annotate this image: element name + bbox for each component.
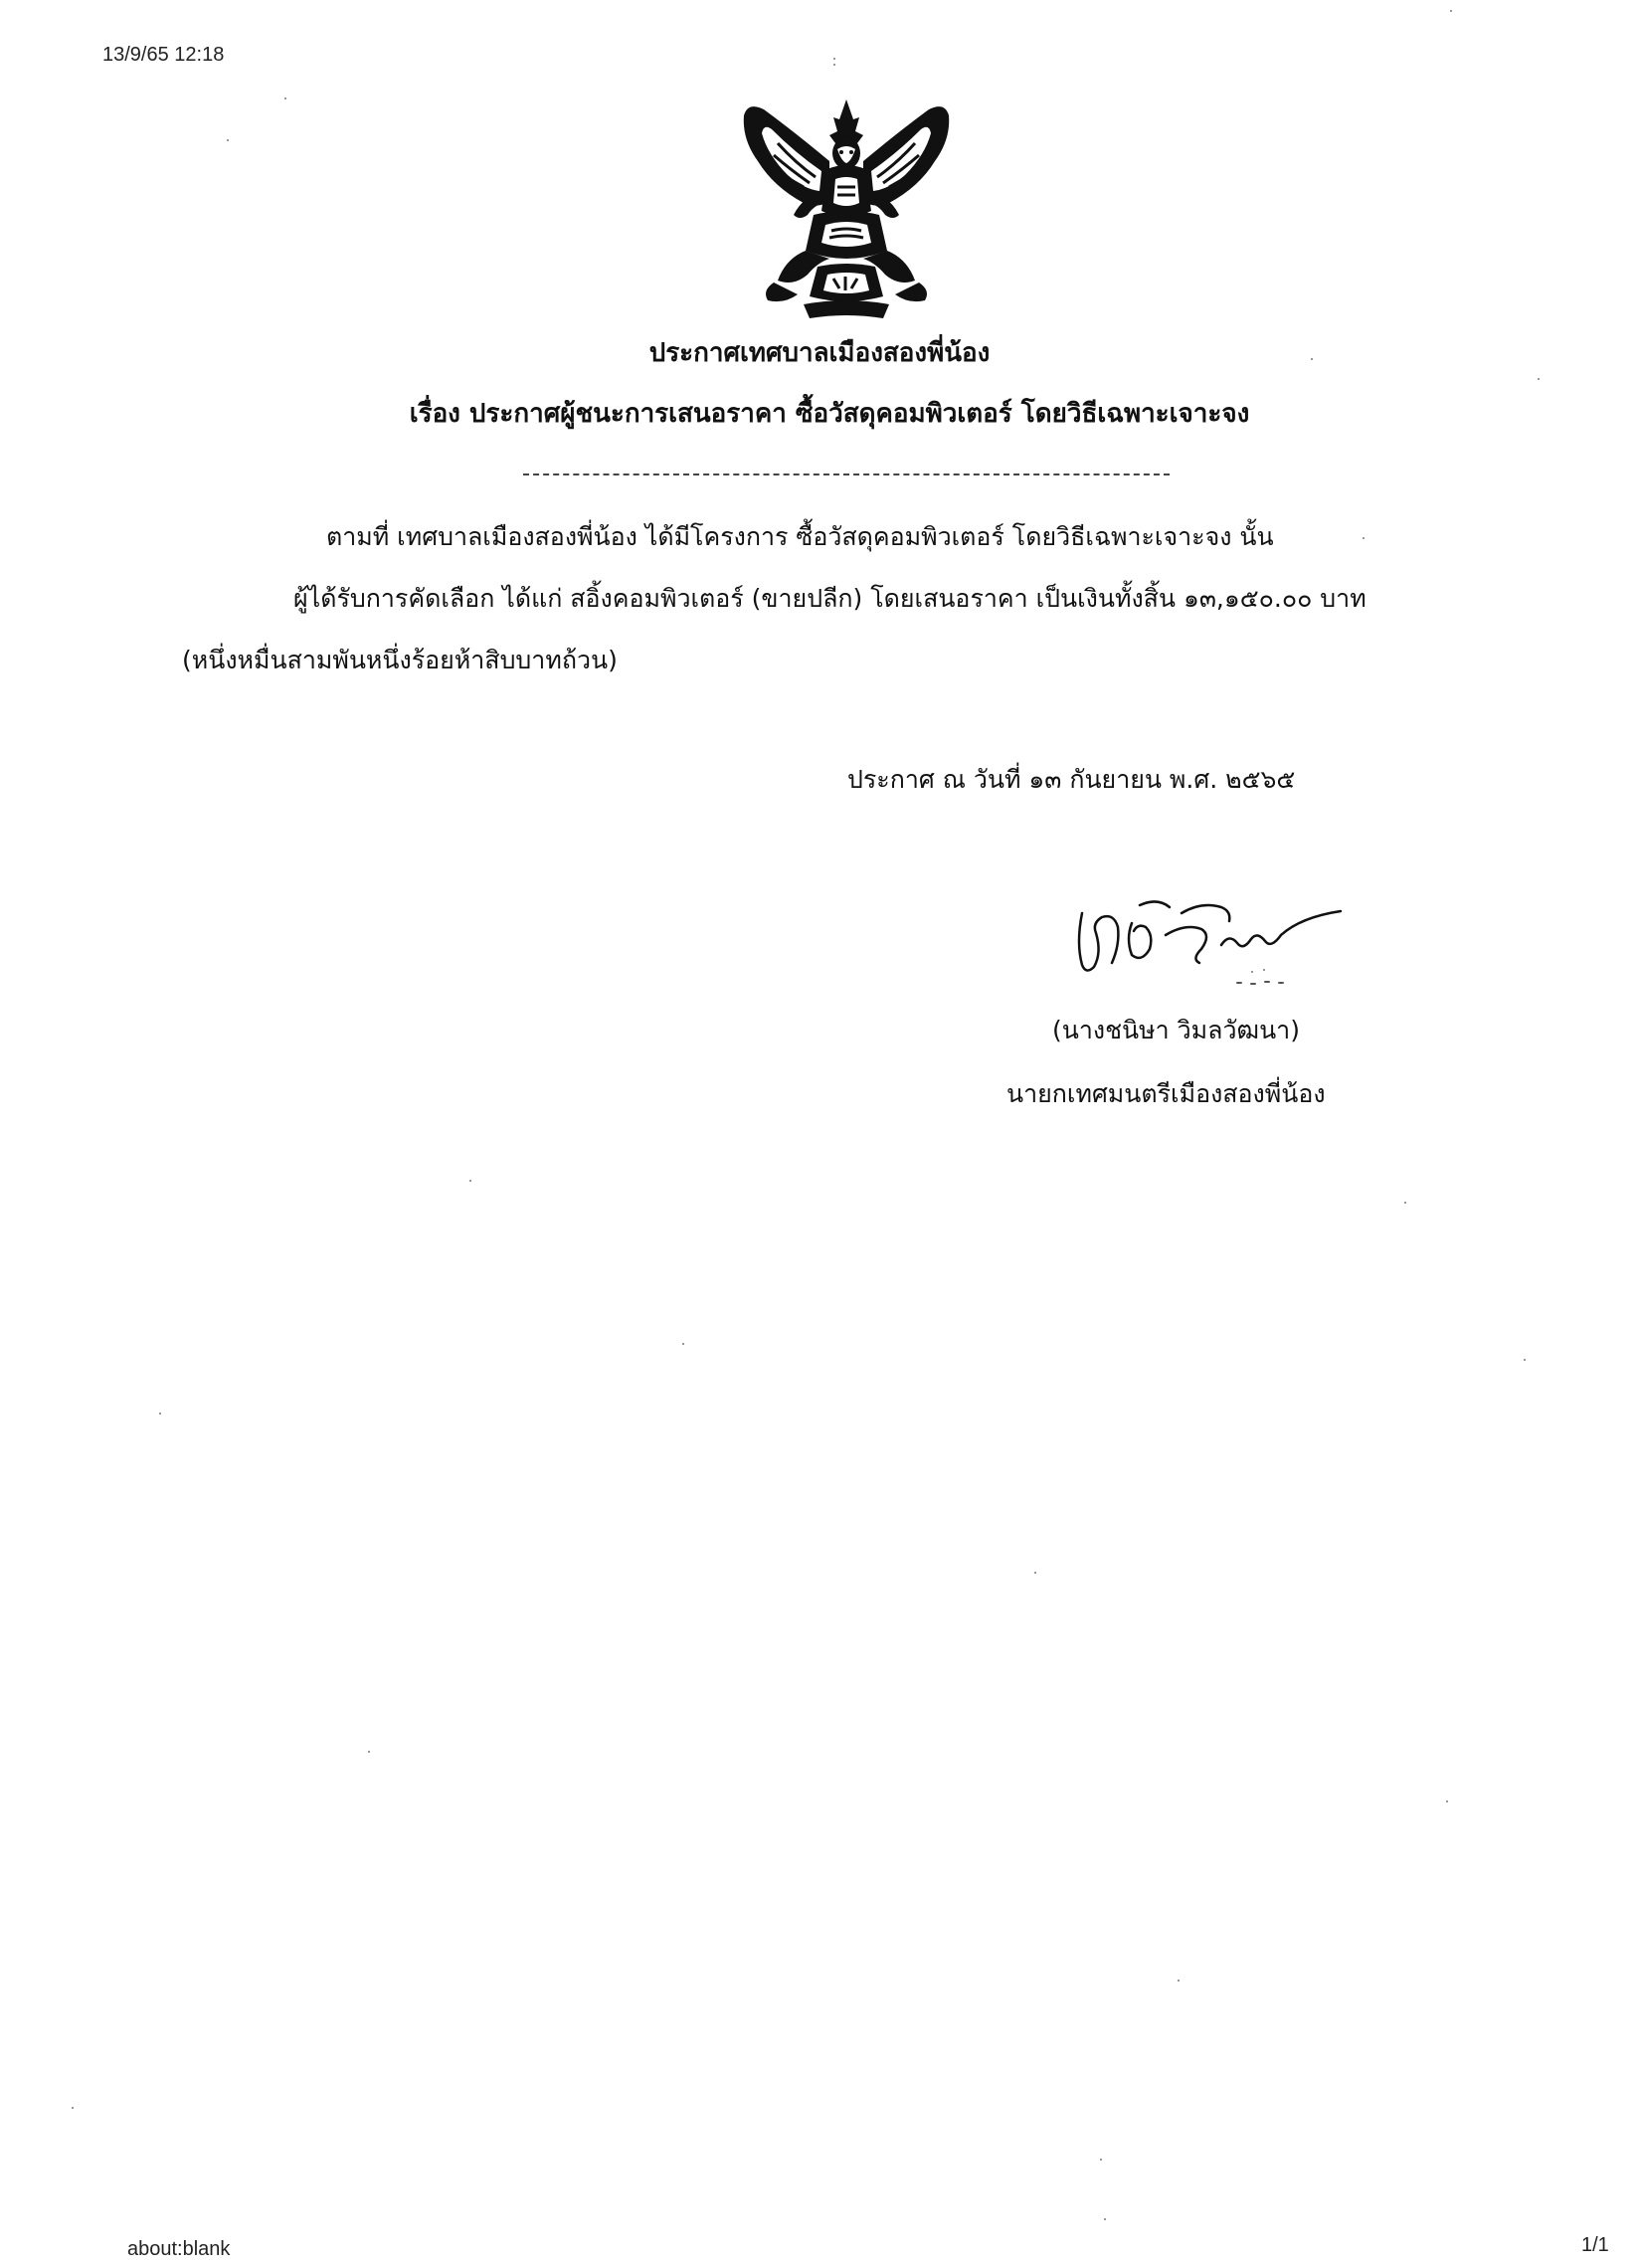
print-url: about:blank: [127, 2238, 231, 2260]
scan-speck: [1404, 1202, 1406, 1204]
title-divider: [523, 473, 1170, 475]
scan-speck: [1104, 2218, 1106, 2220]
scan-speck: [1524, 1359, 1526, 1361]
handwritten-signature-icon: [1062, 883, 1351, 993]
print-datetime: 13/9/65 12:18: [102, 44, 225, 66]
scan-speck: [1363, 537, 1365, 539]
scan-speck: [469, 1180, 471, 1182]
body-paragraph-line-3: (หนึ่งหมื่นสามพันหนึ่งร้อยห้าสิบบาทถ้วน): [182, 646, 618, 674]
signer-position: นายกเทศมนตรีเมืองสองพี่น้อง: [1006, 1079, 1326, 1108]
scan-speck: [833, 64, 835, 66]
scan-speck: [368, 1751, 370, 1753]
print-page-number: 1/1: [1581, 2234, 1609, 2256]
body-paragraph-line-1: ตามที่ เทศบาลเมืองสองพี่น้อง ได้มีโครงการ ซื้อวัสดุคอมพิวเตอร์ โดยวิธีเฉพาะเจาะจง นั้น: [326, 522, 1274, 551]
announcement-title: ประกาศเทศบาลเมืองสองพี่น้อง: [648, 338, 991, 368]
scan-speck: [1251, 971, 1253, 973]
scan-speck: [1311, 358, 1313, 360]
signer-name: (นางชนิษา วิมลวัฒนา): [1052, 1016, 1300, 1044]
scan-speck: [284, 97, 286, 99]
scan-speck: [1450, 10, 1452, 12]
scan-speck: [1100, 2159, 1102, 2161]
scan-speck: [1538, 378, 1540, 380]
scan-speck: [1446, 1800, 1448, 1802]
announcement-subject: เรื่อง ประกาศผู้ชนะการเสนอราคา ซื้อวัสดุคอมพิวเตอร์ โดยวิธีเฉพาะเจาะจง: [409, 399, 1250, 429]
announcement-date: ประกาศ ณ วันที่ ๑๓ กันยายน พ.ศ. ๒๕๖๕: [847, 765, 1296, 794]
scan-speck: [1034, 1572, 1036, 1574]
body-paragraph-line-2: ผู้ได้รับการคัดเลือก ได้แก่ สอิ้งคอมพิวเตอร์ (ขายปลีก) โดยเสนอราคา เป็นเงินทั้งสิ้น ๑๓,๑๕๐.๐๐ บาท: [293, 584, 1366, 613]
garuda-emblem-icon: [734, 92, 959, 322]
scan-speck: [682, 1343, 684, 1345]
scan-speck: [1263, 969, 1265, 971]
scan-speck: [227, 139, 229, 141]
scan-speck: [159, 1413, 161, 1415]
scan-speck: [833, 58, 835, 60]
scan-speck: [1178, 1980, 1180, 1982]
scan-speck: [72, 2107, 74, 2109]
